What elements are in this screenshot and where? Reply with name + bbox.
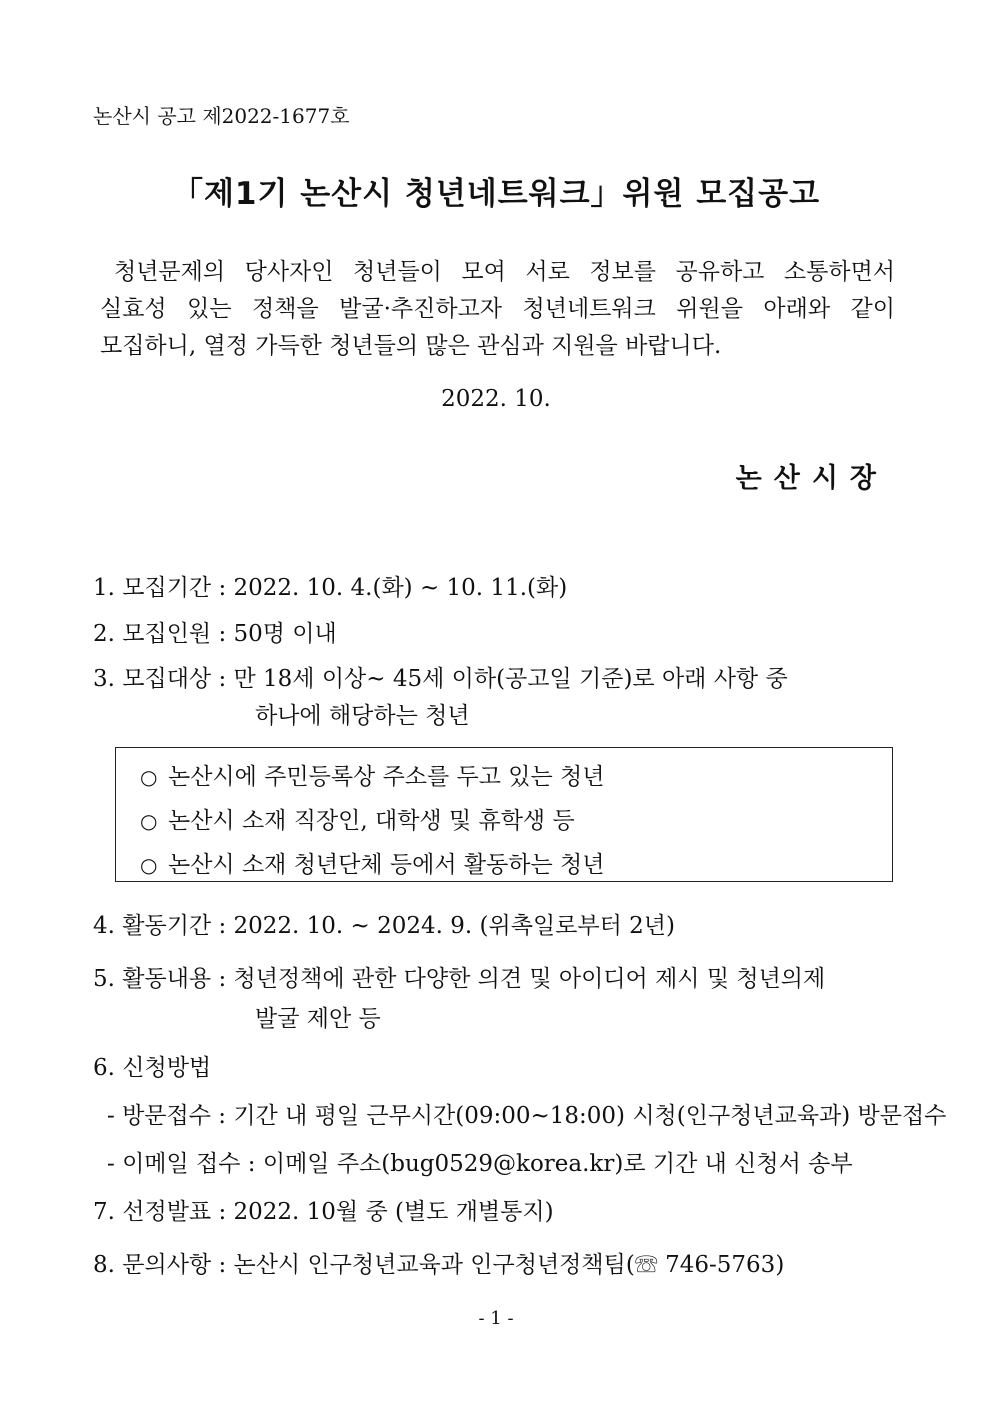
item-inquiry: 8. 문의사항 : 논산시 인구청년교육과 인구청년정책팀(☏ 746-5763) (93, 1252, 785, 1278)
bullet-circle-icon: ○ (140, 853, 158, 877)
application-email: - 이메일 접수 : 이메일 주소(bug0529@korea.kr)로 기간 내 신청서 송부 (107, 1151, 853, 1177)
item-recruitment-target-cont: 하나에 해당하는 청년 (255, 703, 470, 729)
eligibility-item: ○ 논산시 소재 청년단체 등에서 활동하는 청년 (140, 852, 605, 878)
notice-number: 논산시 공고 제2022-1677호 (93, 104, 350, 128)
intro-line-1: 청년문제의 당사자인 청년들이 모여 서로 정보를 공유하고 소통하면서 (114, 259, 895, 285)
page-number: - 1 - (478, 1308, 514, 1329)
intro-line-3: 모집하니, 열정 가득한 청년들의 많은 관심과 지원을 바랍니다. (100, 333, 722, 359)
bullet-circle-icon: ○ (140, 809, 158, 833)
eligibility-item: ○ 논산시에 주민등록상 주소를 두고 있는 청년 (140, 764, 605, 790)
intro-line-2: 실효성 있는 정책을 발굴·추진하고자 청년네트워크 위원을 아래와 같이 (100, 296, 895, 322)
item-activity-content: 5. 활동내용 : 청년정책에 관한 다양한 의견 및 아이디어 제시 및 청년의제 (93, 966, 826, 992)
application-visit: - 방문접수 : 기간 내 평일 근무시간(09:00~18:00) 시청(인구청년교육과) 방문접수 (107, 1103, 947, 1129)
item-announcement: 7. 선정발표 : 2022. 10월 중 (별도 개별통지) (93, 1199, 554, 1225)
eligibility-box (115, 747, 893, 882)
bullet-circle-icon: ○ (140, 765, 158, 789)
item-recruitment-target: 3. 모집대상 : 만 18세 이상~ 45세 이하(공고일 기준)로 아래 사항 중 (93, 666, 788, 692)
eligibility-item: ○ 논산시 소재 직장인, 대학생 및 휴학생 등 (140, 808, 575, 834)
item-activity-period: 4. 활동기간 : 2022. 10. ~ 2024. 9. (위촉일로부터 2년) (93, 913, 675, 939)
page-title: 「제1기 논산시 청년네트워크」위원 모집공고 (171, 176, 821, 212)
notice-date: 2022. 10. (441, 386, 551, 412)
item-recruitment-number: 2. 모집인원 : 50명 이내 (93, 621, 337, 647)
item-application-method: 6. 신청방법 (93, 1055, 212, 1081)
item-recruitment-period: 1. 모집기간 : 2022. 10. 4.(화) ~ 10. 11.(화) (93, 575, 568, 601)
item-activity-content-cont: 발굴 제안 등 (255, 1006, 381, 1032)
signer: 논산시장 (735, 463, 888, 494)
